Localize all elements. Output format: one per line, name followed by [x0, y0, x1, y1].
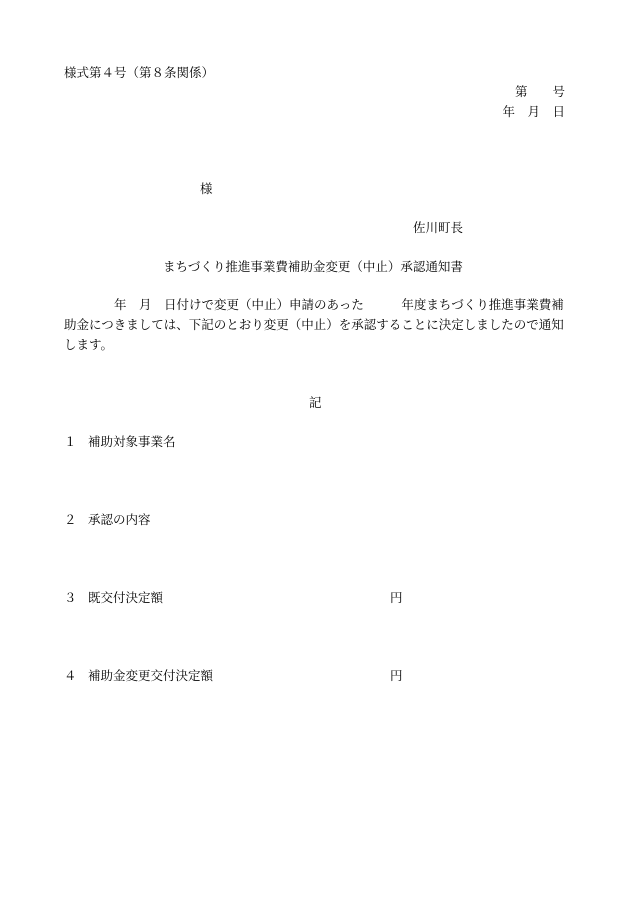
document-date: 年 月 日: [502, 104, 565, 119]
item-1-label: 補助対象事業名: [88, 434, 176, 449]
ki-marker: 記: [309, 395, 322, 410]
item-2-label: 承認の内容: [88, 512, 151, 527]
item-4-label: 補助金変更交付決定額: [88, 668, 214, 683]
item-4-unit: 円: [390, 668, 403, 683]
item-2-number: ２: [64, 512, 77, 527]
item-4-number: ４: [64, 668, 77, 683]
body-paragraph: 年 月 日付けで変更（中止）申請のあった 年度まちづくり推進事業費補助金につきましては、下記のとおり変更（中止）を承認することに決定しましたので通知します。: [64, 297, 564, 352]
addressee-suffix: 様: [200, 181, 213, 196]
issuer-name: 佐川町長: [413, 220, 464, 235]
document-number: 第 号: [514, 84, 565, 99]
item-3-number: ３: [64, 590, 77, 605]
form-label: 様式第４号（第８条関係）: [64, 65, 215, 80]
item-1-number: １: [64, 434, 77, 449]
item-3-label: 既交付決定額: [88, 590, 164, 605]
item-3-unit: 円: [390, 590, 403, 605]
document-title: まちづくり推進事業費補助金変更（中止）承認通知書: [163, 259, 463, 274]
